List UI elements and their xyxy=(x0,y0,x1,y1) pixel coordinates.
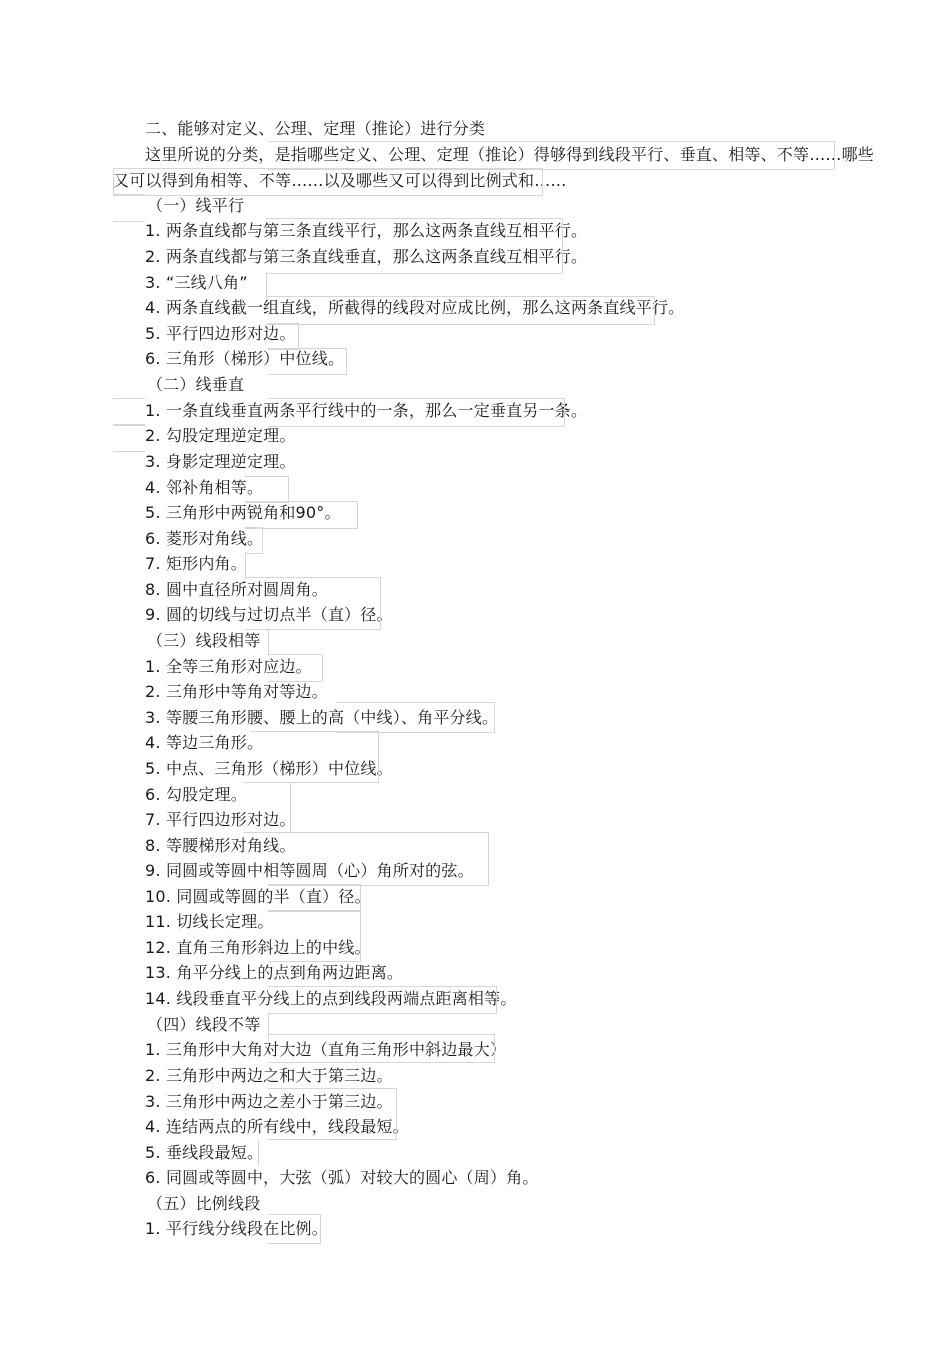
artifact-box xyxy=(113,425,145,452)
list-item: 6. 同圆或等圆中，大弦（弧）对较大的圆心（周）角。 xyxy=(145,1168,539,1187)
list-item: 2. 勾股定理逆定理。 xyxy=(145,426,296,445)
list-item: 5. 三角形中两锐角和90°。 xyxy=(145,503,341,522)
subsection-title-proportional-segments: （五）比例线段 xyxy=(147,1194,261,1213)
subsection-title-parallel: （一）线平行 xyxy=(147,196,245,215)
list-item: 1. 一条直线垂直两条平行线中的一条，那么一定垂直另一条。 xyxy=(145,401,588,420)
list-item: 3. 身影定理逆定理。 xyxy=(145,452,296,471)
list-item: 2. 三角形中两边之和大于第三边。 xyxy=(145,1066,393,1085)
list-item: 4. 邻补角相等。 xyxy=(145,478,264,497)
list-item: 7. 矩形内角。 xyxy=(145,554,247,573)
list-item: 11. 切线长定理。 xyxy=(145,912,274,931)
list-item: 2. 两条直线都与第三条直线垂直，那么这两条直线互相平行。 xyxy=(145,247,588,266)
list-item: 13. 角平分线上的点到角两边距离。 xyxy=(145,963,404,982)
list-item: 5. 平行四边形对边。 xyxy=(145,324,296,343)
section-heading: 二、能够对定义、公理、定理（推论）进行分类 xyxy=(145,119,486,138)
artifact-box xyxy=(268,628,269,656)
list-item: 5. 中点、三角形（梯形）中位线。 xyxy=(145,759,393,778)
list-item: 4. 两条直线截一组直线，所截得的线段对应成比例，那么这两条直线平行。 xyxy=(145,298,685,317)
subsection-title-unequal-segments: （四）线段不等 xyxy=(147,1015,261,1034)
list-item: 8. 圆中直径所对圆周角。 xyxy=(145,580,328,599)
list-item: 1. 平行线分线段在比例。 xyxy=(145,1219,328,1238)
list-item: 6. 三角形（梯形）中位线。 xyxy=(145,349,345,368)
subsection-title-perpendicular: （二）线垂直 xyxy=(147,375,245,394)
list-item: 4. 连结两点的所有线中，线段最短。 xyxy=(145,1117,409,1136)
list-item: 5. 垂线段最短。 xyxy=(145,1143,264,1162)
list-item: 8. 等腰梯形对角线。 xyxy=(145,836,296,855)
artifact-box xyxy=(113,194,145,222)
list-item: 4. 等边三角形。 xyxy=(145,733,264,752)
list-item: 9. 同圆或等圆中相等圆周（心）角所对的弦。 xyxy=(145,861,474,880)
intro-paragraph-line-2: 又可以得到角相等、不等……以及哪些又可以得到比例式和…… xyxy=(113,171,567,190)
list-item: 3. 三角形中两边之差小于第三边。 xyxy=(145,1092,393,1111)
list-item: 7. 平行四边形对边。 xyxy=(145,810,296,829)
list-item: 1. 三角形中大角对大边（直角三角形中斜边最大） xyxy=(145,1040,507,1059)
list-item: 6. 勾股定理。 xyxy=(145,785,247,804)
list-item: 3. 等腰三角形腰、腰上的高（中线）、角平分线。 xyxy=(145,708,499,727)
list-item: 12. 直角三角形斜边上的中线。 xyxy=(145,938,371,957)
artifact-box xyxy=(268,1012,269,1040)
list-item: 2. 三角形中等角对等边。 xyxy=(145,682,328,701)
subsection-title-equal-segments: （三）线段相等 xyxy=(147,631,261,650)
artifact-box xyxy=(266,272,267,298)
list-item: 6. 菱形对角线。 xyxy=(145,529,264,548)
intro-paragraph-line-1: 这里所说的分类，是指哪些定义、公理、定理（推论）得够得到线段平行、垂直、相等、不等……哪些 xyxy=(145,145,875,164)
list-item: 1. 全等三角形对应边。 xyxy=(145,657,312,676)
list-item: 3. “三线八角” xyxy=(145,273,248,292)
list-item: 14. 线段垂直平分线上的点到线段两端点距离相等。 xyxy=(145,989,517,1008)
list-item: 9. 圆的切线与过切点半（直）径。 xyxy=(145,605,393,624)
artifact-box xyxy=(113,398,145,425)
list-item: 1. 两条直线都与第三条直线平行，那么这两条直线互相平行。 xyxy=(145,221,588,240)
list-item: 10. 同圆或等圆的半（直）径。 xyxy=(145,887,371,906)
